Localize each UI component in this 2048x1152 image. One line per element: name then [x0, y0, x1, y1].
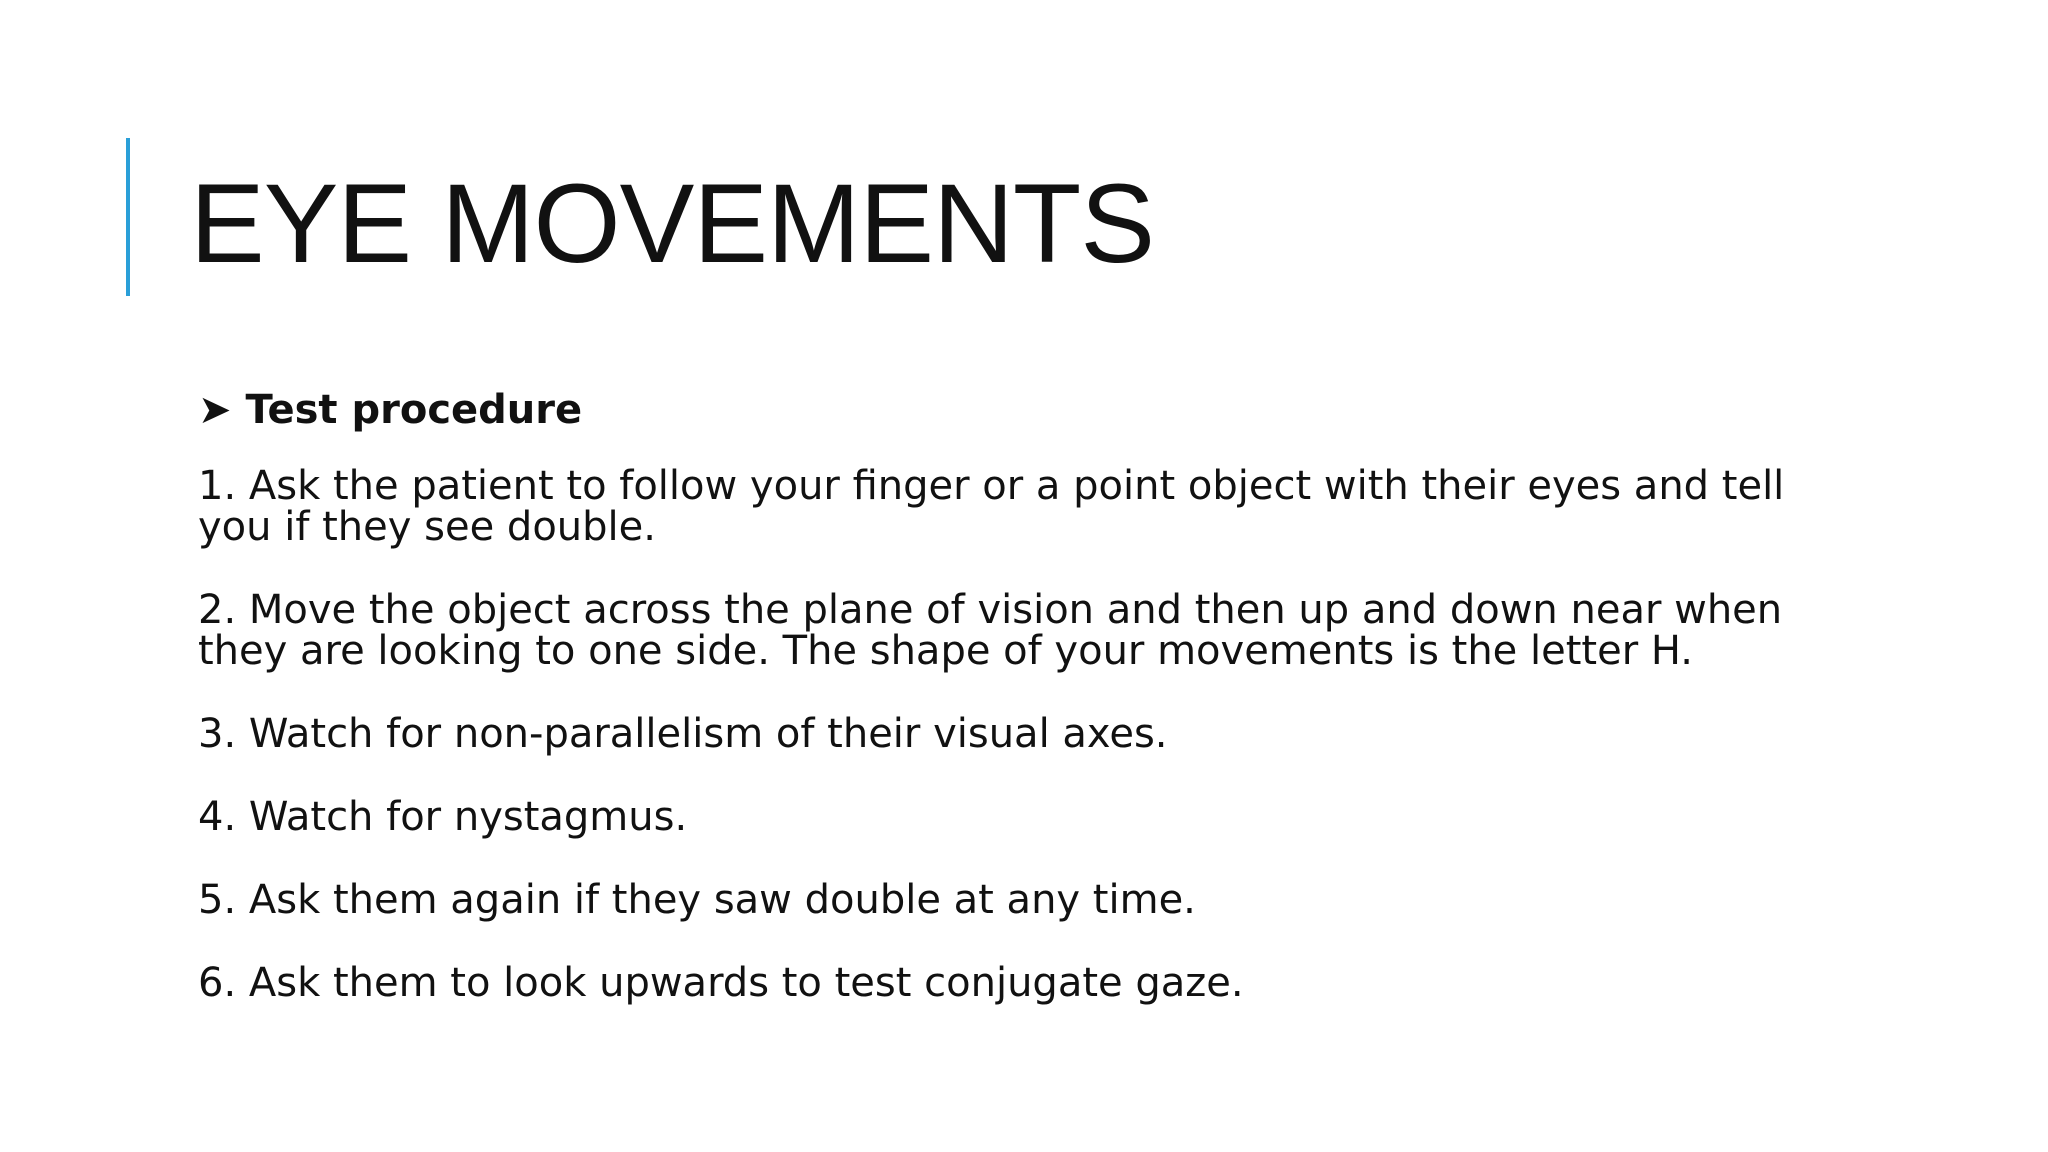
- procedure-steps-list: [198, 463, 1838, 1006]
- slide-title: EYE MOVEMENTS: [190, 161, 1155, 286]
- slide-body: [198, 382, 1838, 1004]
- procedure-step-4: 4. Watch for nystagmus.: [198, 794, 688, 840]
- procedure-step-6: 6. Ask them to look upwards to test conjugate gaze.: [198, 960, 1244, 1006]
- procedure-step-3: 3. Watch for non-parallelism of their visual axes.: [198, 711, 1168, 757]
- procedure-step-5: 5. Ask them again if they saw double at any time.: [198, 877, 1196, 923]
- title-accent-bar: [126, 138, 130, 296]
- procedure-step-1: 1. Ask the patient to follow your finger or a point object with their eyes and tell you if they see double.: [198, 463, 1785, 550]
- procedure-step-2: 2. Move the object across the plane of vision and then up and down near when they are looking to one side. The shape of your movements is the letter H.: [198, 587, 1783, 674]
- arrowhead-bullet-icon: ➤: [198, 387, 232, 433]
- section-heading-text: Test procedure: [245, 387, 583, 433]
- section-heading: [198, 382, 1838, 438]
